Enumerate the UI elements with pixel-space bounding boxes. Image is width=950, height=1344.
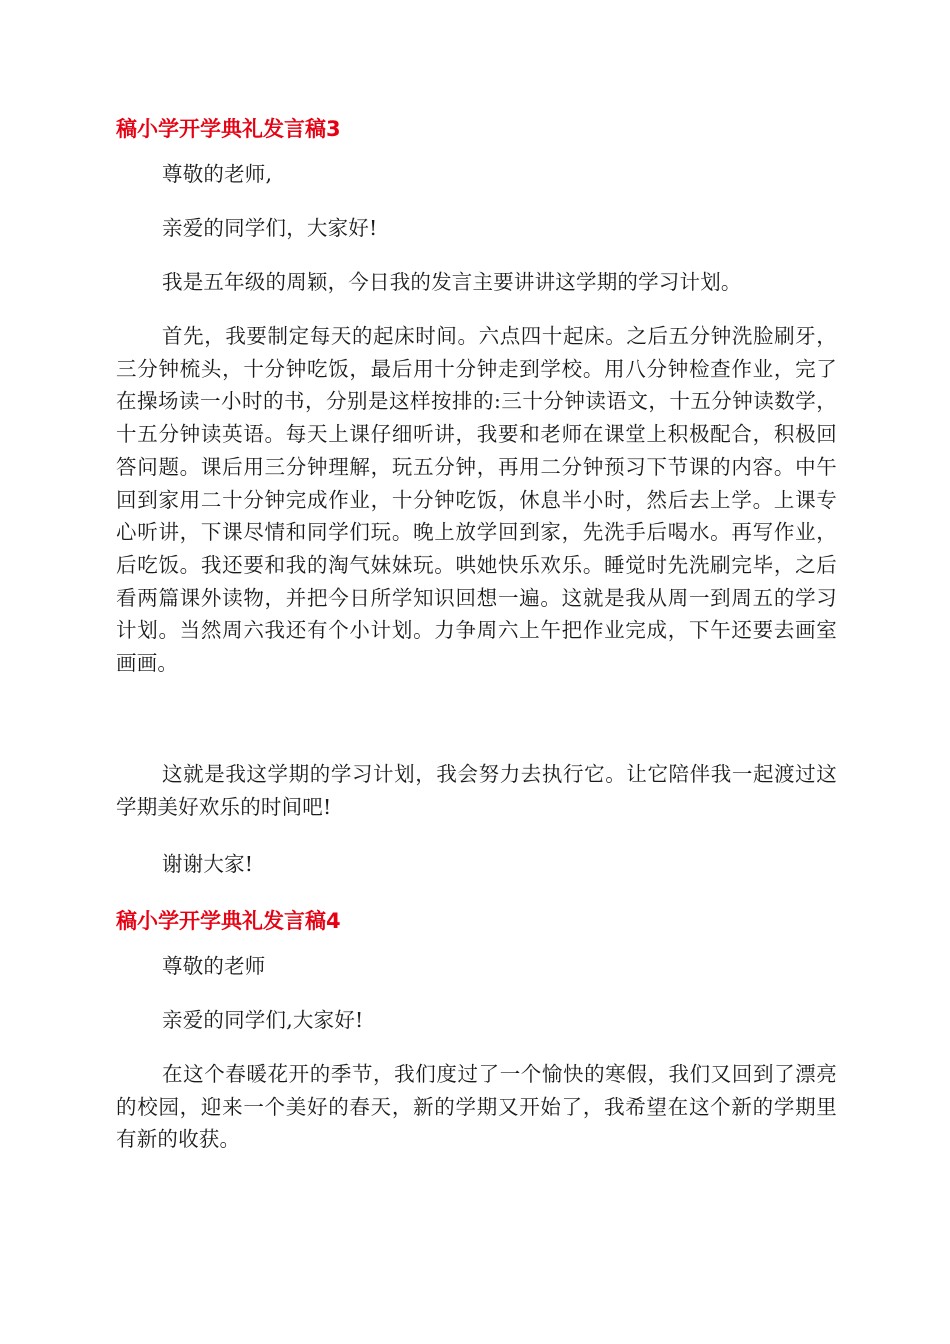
section-3-body: 首先，我要制定每天的起床时间。六点四十起床。之后五分钟洗脸刷牙，三分钟梳头，十分钟吃饭，最后用十分钟走到学校。用八分钟检查作业，完了在操场读一小时的书，分别是这样按排的:三十分钟读语文，十五分钟读数学，十五分钟读英语。每天上课仔细听讲，我要和老师在课堂上积极配合，积极回答问题。课后用三分钟理解，玩五分钟，再用二分钟预习下节课的内容。中午回到家用二十分钟完成作业，十分钟吃饭，休息半小时，然后去上学。上课专心听讲，下课尽情和同学们玩。晚上放学回到家，先洗手后喝水。再写作业，后吃饭。我还要和我的淘气妹妹玩。哄她快乐欢乐。睡觉时先洗刷完毕，之后看两篇课外读物，并把今日所学知识回想一遍。这就是我从周一到周五的学习计划。当然周六我还有个小计划。力争周六上午把作业完成，下午还要去画室画画。 xyxy=(116,324,837,676)
section-3-salutation: 尊敬的老师, xyxy=(162,162,273,186)
section-4-heading: 稿小学开学典礼发言稿4 xyxy=(116,909,341,933)
section-3-conclusion: 这就是我这学期的学习计划，我会努力去执行它。让它陪伴我一起渡过这学期美好欢乐的时间吧! xyxy=(116,762,837,819)
section-4-body: 在这个春暖花开的季节，我们度过了一个愉快的寒假，我们又回到了漂亮的校园，迎来一个美好的春天，新的学期又开始了，我希望在这个新的学期里有新的收获。 xyxy=(116,1062,837,1152)
section-4-greeting: 亲爱的同学们,大家好! xyxy=(162,1008,364,1032)
section-3-heading: 稿小学开学典礼发言稿3 xyxy=(116,117,341,141)
section-3-thanks: 谢谢大家! xyxy=(162,852,254,876)
section-3-greeting: 亲爱的同学们，大家好! xyxy=(162,216,378,240)
section-4-salutation: 尊敬的老师 xyxy=(162,954,266,978)
section-3-intro: 我是五年级的周颖，今日我的发言主要讲讲这学期的学习计划。 xyxy=(162,270,742,294)
